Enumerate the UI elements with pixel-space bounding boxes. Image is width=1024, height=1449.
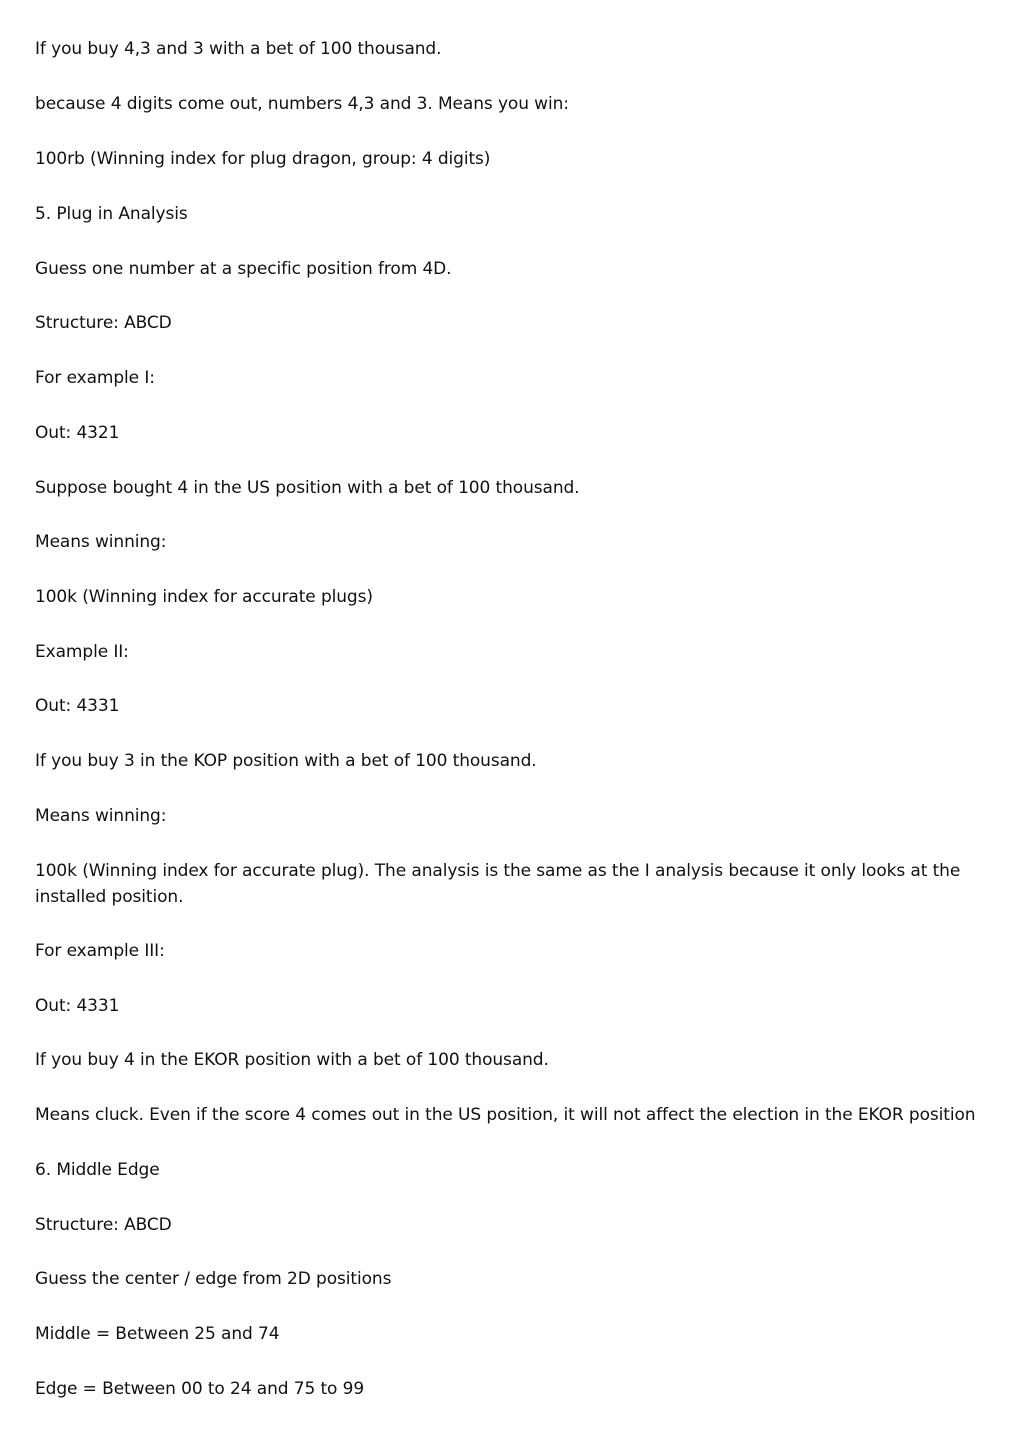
- paragraph: If you buy 4 in the EKOR position with a bet of 100 thousand.: [35, 1050, 549, 1070]
- paragraph: Means winning:: [35, 806, 167, 826]
- paragraph: Guess the center / edge from 2D positions: [35, 1269, 392, 1289]
- paragraph: Edge = Between 00 to 24 and 75 to 99: [35, 1379, 365, 1399]
- paragraph: because 4 digits come out, numbers 4,3 and 3. Means you win:: [35, 94, 569, 114]
- paragraph: Example II:: [35, 642, 129, 662]
- paragraph: Structure: ABCD: [35, 313, 172, 333]
- paragraph: Guess one number at a specific position from 4D.: [35, 259, 452, 279]
- paragraph: For example I:: [35, 368, 155, 388]
- section-heading: 6. Middle Edge: [35, 1160, 160, 1180]
- paragraph: If you buy 3 in the KOP position with a bet of 100 thousand.: [35, 751, 537, 771]
- paragraph: Out: 4321: [35, 423, 120, 443]
- paragraph: 100k (Winning index for accurate plug). The analysis is the same as the I analysis because it only looks at the installed position.: [35, 861, 961, 907]
- paragraph: 100k (Winning index for accurate plugs): [35, 587, 373, 607]
- paragraph: Means cluck. Even if the score 4 comes out in the US position, it will not affect the election in the EKOR position: [35, 1105, 976, 1125]
- paragraph: Structure: ABCD: [35, 1215, 172, 1235]
- paragraph: Out: 4331: [35, 996, 120, 1016]
- paragraph: For example III:: [35, 941, 165, 961]
- paragraph: Out: 4331: [35, 696, 120, 716]
- paragraph: Means winning:: [35, 532, 167, 552]
- paragraph: 100rb (Winning index for plug dragon, group: 4 digits): [35, 149, 491, 169]
- paragraph: Suppose bought 4 in the US position with a bet of 100 thousand.: [35, 478, 580, 498]
- section-heading: 5. Plug in Analysis: [35, 204, 188, 224]
- paragraph: If you buy 4,3 and 3 with a bet of 100 thousand.: [35, 39, 442, 59]
- paragraph: Middle = Between 25 and 74: [35, 1324, 280, 1344]
